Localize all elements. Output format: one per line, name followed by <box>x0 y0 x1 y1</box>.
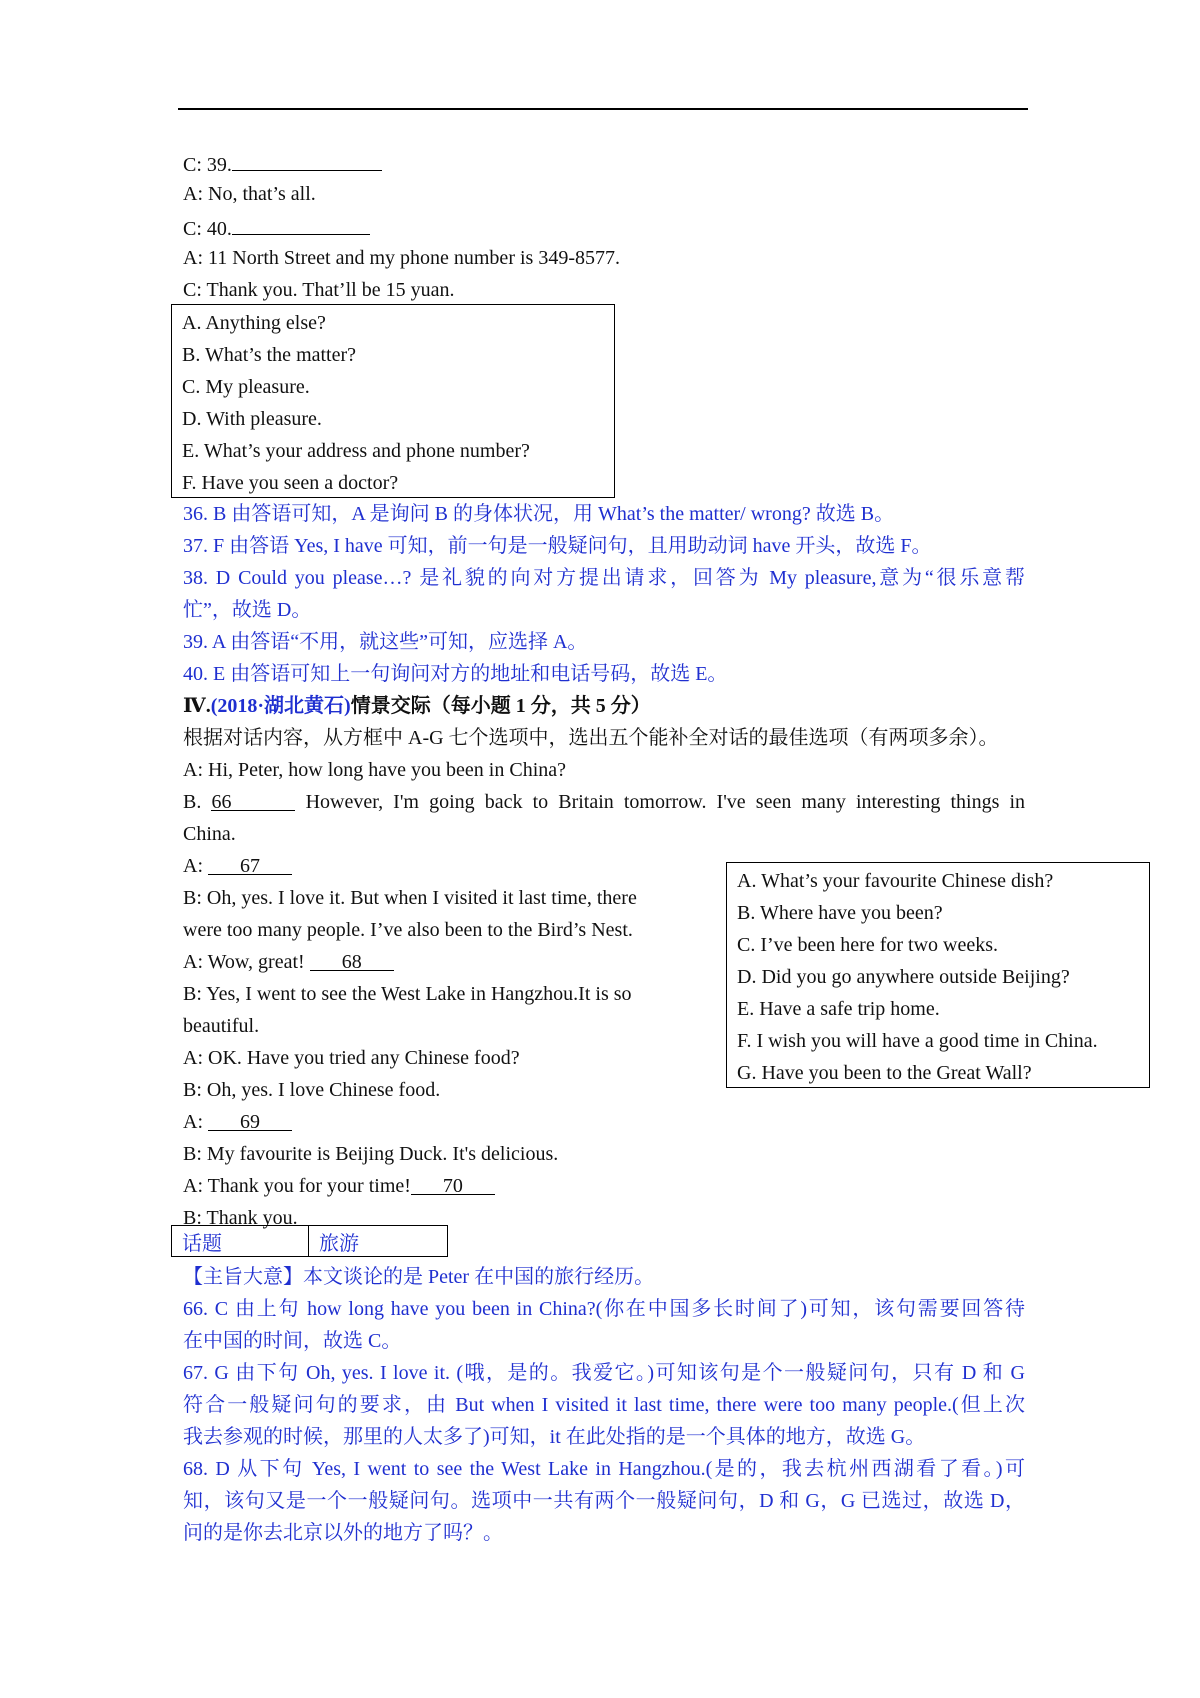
line-prefix: A: <box>183 1111 203 1133</box>
option-item: D. Did you go anywhere outside Beijing? <box>737 966 1070 988</box>
section-title: 情景交际（每小题 1 分，共 5 分） <box>350 695 651 717</box>
dialogue-line <box>183 210 370 245</box>
answer-blank <box>232 146 382 171</box>
summary: 【主旨大意】本文谈论的是 Peter 在中国的旅行经历。 <box>183 1266 655 1288</box>
line-prefix: B. <box>183 791 202 813</box>
options-box <box>726 862 1150 1088</box>
answer-explanation: 忙”，故选 D。 <box>183 599 312 621</box>
dialogue-line: beautiful. <box>183 1015 260 1037</box>
line-text: However, I'm going back to Britain tomorrow. I've seen many interesting things in <box>305 791 1026 813</box>
option-item: F. Have you seen a doctor? <box>182 472 399 494</box>
answer-blank: 70 <box>411 1170 495 1195</box>
section-numeral: Ⅳ. <box>183 695 211 717</box>
dialogue-line <box>183 850 292 882</box>
option-item: B. What’s the matter? <box>182 344 357 366</box>
option-item: C. My pleasure. <box>182 376 310 398</box>
option-item: A. What’s your favourite Chinese dish? <box>737 870 1054 892</box>
dialogue-line <box>183 786 1025 818</box>
line-prefix: C: 39. <box>183 154 232 176</box>
dialogue-line <box>183 146 382 181</box>
topic-label: 话题 <box>172 1226 309 1257</box>
dialogue-line: B: Oh, yes. I love it. But when I visited it last time, there <box>183 887 637 909</box>
dialogue-line <box>183 1170 495 1202</box>
answer-explanation: 38. D Could you please…? 是礼貌的向对方提出请求，回答为 My pleasure,意为“很乐意帮 <box>183 567 1025 589</box>
option-item: F. I wish you will have a good time in China. <box>737 1030 1098 1052</box>
answer-blank <box>232 210 370 235</box>
answer-explanation: 在中国的时间，故选 C。 <box>183 1330 402 1352</box>
dialogue-line: A: No, that’s all. <box>183 183 316 205</box>
line-prefix: C: 40. <box>183 218 232 240</box>
answer-blank: 66 <box>211 786 295 811</box>
dialogue-line: B: My favourite is Beijing Duck. It's delicious. <box>183 1143 559 1165</box>
dialogue-line: A: 11 North Street and my phone number is 349-8577. <box>183 247 620 269</box>
answer-explanation: 36. B 由答语可知，A 是询问 B 的身体状况，用 What’s the matter/ wrong? 故选 B。 <box>183 503 895 525</box>
dialogue-line: A: OK. Have you tried any Chinese food? <box>183 1047 520 1069</box>
answer-explanation: 67. G 由下句 Oh, yes. I love it. (哦，是的。我爱它。)可知该句是个一般疑问句，只有 D 和 G <box>183 1362 1025 1384</box>
section-instruction: 根据对话内容，从方框中 A-G 七个选项中，选出五个能补全对话的最佳选项（有两项多余）。 <box>183 727 999 749</box>
dialogue-line: B: Thank you. <box>183 1207 298 1229</box>
answer-blank: 67 <box>208 850 292 875</box>
topic-value: 旅游 <box>309 1226 448 1257</box>
line-prefix: A: <box>183 855 203 877</box>
section-heading <box>183 690 651 722</box>
dialogue-line <box>183 1106 292 1138</box>
dialogue-line: China. <box>183 823 236 845</box>
option-item: E. What’s your address and phone number? <box>182 440 530 462</box>
dialogue-line: A: Hi, Peter, how long have you been in China? <box>183 759 567 781</box>
option-item: D. With pleasure. <box>182 408 322 430</box>
option-item: G. Have you been to the Great Wall? <box>737 1062 1032 1084</box>
answer-blank: 68 <box>310 946 394 971</box>
line-prefix: A: Wow, great! <box>183 951 305 973</box>
dialogue-line: were too many people. I’ve also been to the Bird’s Nest. <box>183 919 633 941</box>
dialogue-line <box>183 946 394 978</box>
answer-explanation: 37. F 由答语 Yes, I have 可知，前一句是一般疑问句，且用助动词 have 开头，故选 F。 <box>183 535 932 557</box>
answer-explanation: 问的是你去北京以外的地方了吗？。 <box>183 1522 503 1544</box>
answer-explanation: 符合一般疑问句的要求，由 But when I visited it last time, there were too many people.(但上次 <box>183 1394 1025 1416</box>
answer-explanation: 40. E 由答语可知上一句询问对方的地址和电话号码，故选 E。 <box>183 663 728 685</box>
dialogue-line: B: Yes, I went to see the West Lake in Hangzhou.It is so <box>183 983 632 1005</box>
options-box <box>171 304 615 498</box>
answer-explanation: 66. C 由上句 how long have you been in China?(你在中国多长时间了)可知，该句需要回答待 <box>183 1298 1025 1320</box>
line-prefix: A: Thank you for your time! <box>183 1175 411 1197</box>
section-source: (2018·湖北黄石) <box>210 695 351 717</box>
option-item: C. I’ve been here for two weeks. <box>737 934 999 956</box>
answer-explanation: 68. D 从下句 Yes, I went to see the West Lake in Hangzhou.(是的，我去杭州西湖看了看。)可 <box>183 1458 1025 1480</box>
option-item: E. Have a safe trip home. <box>737 998 940 1020</box>
answer-blank: 69 <box>208 1106 292 1131</box>
header-rule <box>178 108 1028 110</box>
answer-explanation: 知，该句又是一个一般疑问句。选项中一共有两个一般疑问句，D 和 G，G 已选过，故选 D， <box>183 1490 1025 1512</box>
topic-table <box>171 1225 448 1257</box>
dialogue-line: C: Thank you. That’ll be 15 yuan. <box>183 279 455 301</box>
answer-explanation: 我去参观的时候，那里的人太多了)可知，it 在此处指的是一个具体的地方，故选 G。 <box>183 1426 926 1448</box>
option-item: A. Anything else? <box>182 312 326 334</box>
option-item: B. Where have you been? <box>737 902 943 924</box>
dialogue-line: B: Oh, yes. I love Chinese food. <box>183 1079 441 1101</box>
answer-explanation: 39. A 由答语“不用，就这些”可知，应选择 A。 <box>183 631 588 653</box>
